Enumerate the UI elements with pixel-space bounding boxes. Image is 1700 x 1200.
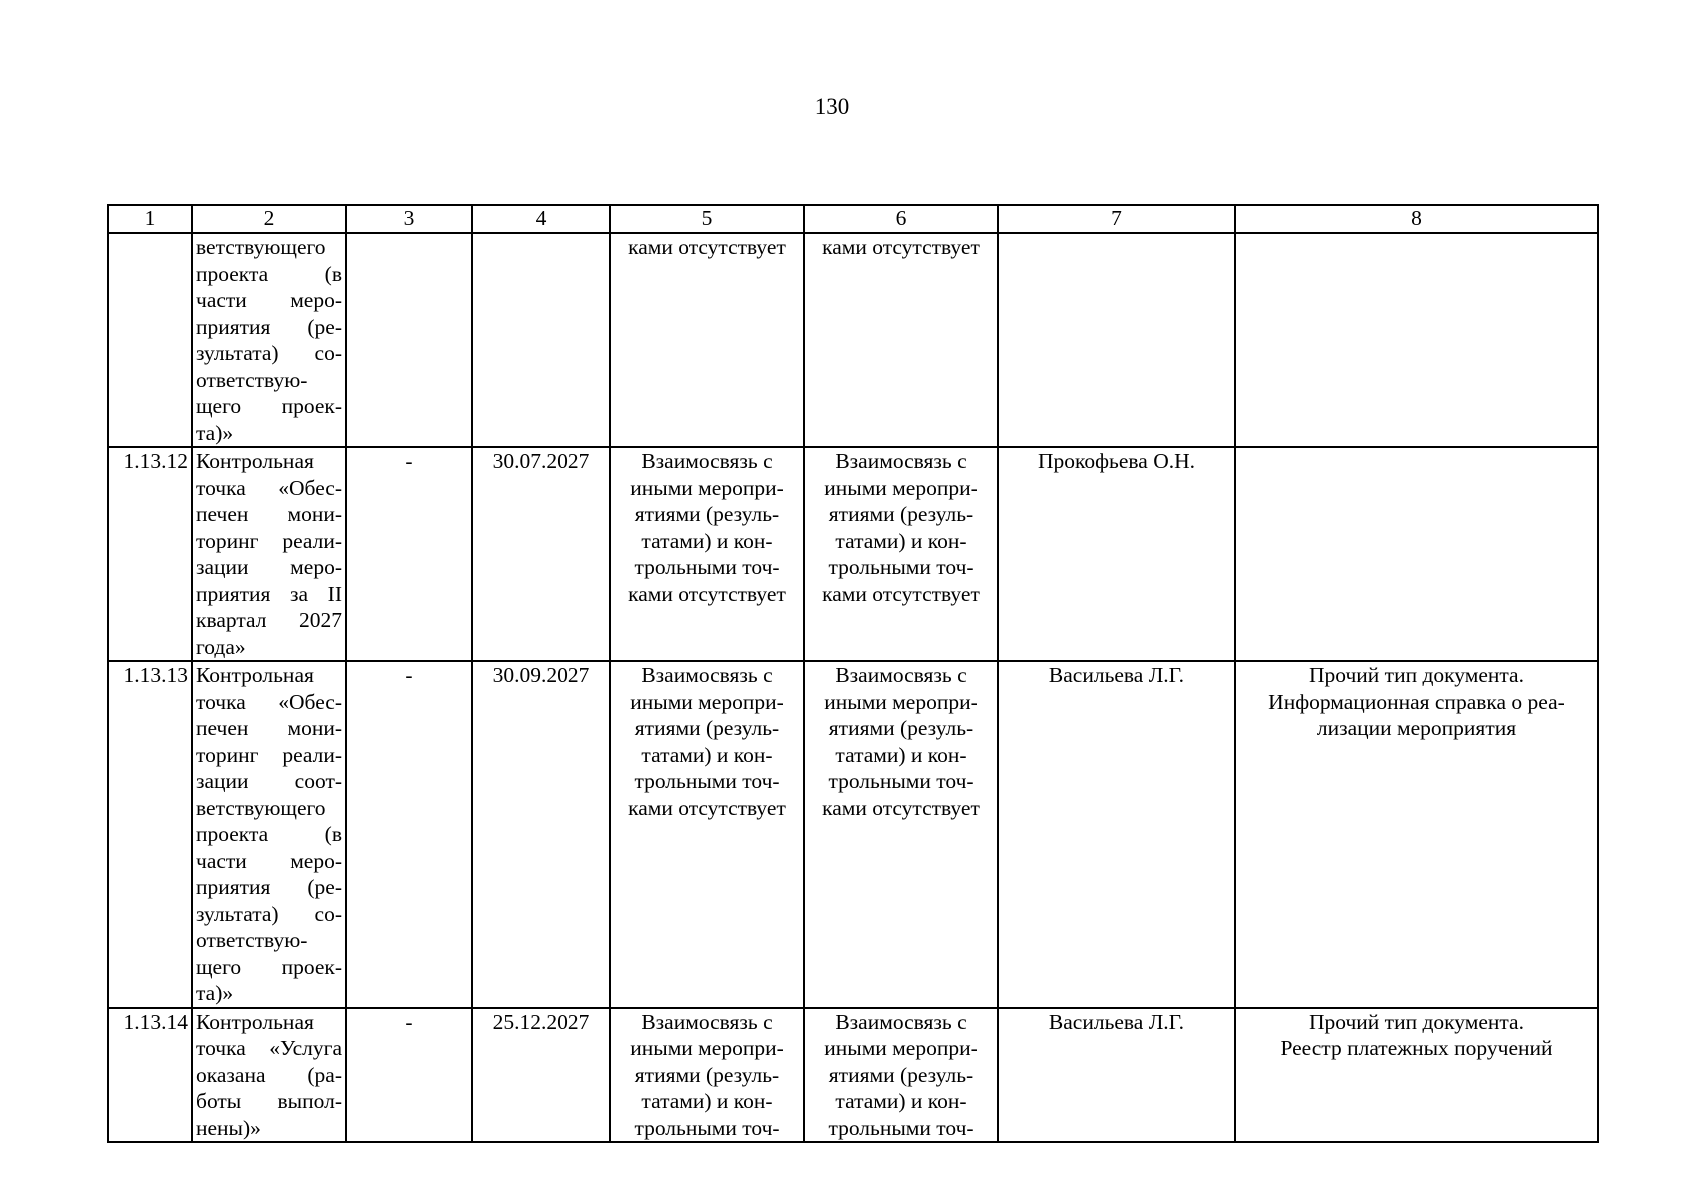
document-type-cell	[1235, 1008, 1598, 1143]
event-name-cell-line: части меро-	[196, 288, 342, 312]
date-cell: 30.07.2027	[472, 447, 610, 661]
row-number-cell: 1.13.14	[108, 1008, 192, 1143]
column-3-cell: -	[346, 1008, 472, 1143]
document-type-cell-line: Прочий тип документа.	[1309, 663, 1524, 687]
column-3-cell: -	[346, 661, 472, 1008]
document-type-cell-line: лизации мероприятия	[1316, 716, 1517, 740]
event-name-cell-line: печен мони-	[196, 716, 342, 740]
relation-cell-6-line: трольными точ-	[828, 1115, 974, 1140]
event-name-cell-line: зультата) со-	[196, 901, 342, 926]
event-name-cell-line: ветствующего	[196, 235, 326, 259]
relation-cell-5-line: ятиями (резуль-	[634, 716, 780, 740]
column-header-1: 1	[108, 205, 192, 233]
event-name-cell-line: ответствую-	[196, 367, 308, 392]
relation-cell-5-line: трольными точ-	[634, 555, 780, 579]
column-header-2: 2	[192, 205, 346, 233]
document-type-cell	[1235, 233, 1598, 447]
event-name-cell	[192, 233, 346, 447]
schedule-table	[107, 204, 1599, 1143]
page-number: 130	[814, 94, 850, 119]
row-number-cell: 1.13.13	[108, 661, 192, 1008]
column-header-7: 7	[998, 205, 1235, 233]
event-name-cell-line: та)»	[196, 420, 234, 445]
relation-cell-6-line: трольными точ-	[828, 769, 974, 793]
relation-cell-6-line: Взаимосвязь с	[835, 449, 967, 473]
event-name-cell-line: щего проек-	[196, 954, 342, 979]
table-row	[108, 1008, 1598, 1143]
relation-cell-5-line: Взаимосвязь с	[641, 663, 773, 687]
relation-cell-6-line: ятиями (резуль-	[828, 1062, 974, 1087]
row-number-cell: 1.13.12	[108, 447, 192, 661]
relation-cell-5	[610, 233, 804, 447]
date-cell: 25.12.2027	[472, 1008, 610, 1143]
relation-cell-5-line: иными меропри-	[630, 475, 784, 500]
row-number-cell	[108, 233, 192, 447]
date-cell	[472, 233, 610, 447]
event-name-cell-line: точка «Обес-	[196, 689, 342, 714]
relation-cell-5-line: ками отсутствует	[628, 235, 786, 259]
event-name-cell-line: зации меро-	[196, 555, 342, 579]
event-name-cell-line: та)»	[196, 981, 234, 1005]
document-type-cell	[1235, 661, 1598, 1008]
column-header-3: 3	[346, 205, 472, 233]
event-name-cell-line: точка «Услуга	[196, 1036, 342, 1060]
document-type-cell-line: Информационная справка о реа-	[1268, 689, 1565, 714]
column-3-cell: -	[346, 447, 472, 661]
relation-cell-5-line: татами) и кон-	[641, 528, 773, 553]
relation-cell-6-line: иными меропри-	[824, 475, 978, 500]
relation-cell-6	[804, 1008, 998, 1143]
responsible-person-cell: Прокофьева О.Н.	[998, 447, 1235, 661]
event-name-cell-line: точка «Обес-	[196, 475, 342, 500]
event-name-cell-line: торинг реали-	[196, 742, 342, 767]
relation-cell-6-line: Взаимосвязь с	[835, 663, 967, 687]
column-header-6: 6	[804, 205, 998, 233]
event-name-cell	[192, 1008, 346, 1143]
event-name-cell-line: части меро-	[196, 848, 342, 873]
relation-cell-6-line: татами) и кон-	[835, 1089, 967, 1113]
document-type-cell	[1235, 447, 1598, 661]
relation-cell-6-line: татами) и кон-	[835, 742, 967, 767]
event-name-cell-line: приятия (ре-	[196, 314, 342, 339]
relation-cell-5-line: Взаимосвязь с	[641, 449, 773, 473]
relation-cell-5	[610, 447, 804, 661]
relation-cell-5-line: татами) и кон-	[641, 1089, 773, 1113]
event-name-cell-line: Контрольная	[196, 663, 314, 687]
relation-cell-6-line: ками отсутствует	[822, 795, 980, 820]
column-header-8: 8	[1235, 205, 1598, 233]
event-name-cell-line: зультата) со-	[196, 341, 342, 365]
event-name-cell-line: квартал 2027	[196, 608, 342, 632]
event-name-cell-line: торинг реали-	[196, 528, 342, 553]
column-header-4: 4	[472, 205, 610, 233]
event-name-cell-line: боты выпол-	[196, 1089, 342, 1113]
document-type-cell-line: Прочий тип документа.	[1309, 1009, 1524, 1034]
relation-cell-5-line: татами) и кон-	[641, 742, 773, 767]
event-name-cell-line: щего проек-	[196, 394, 342, 418]
relation-cell-6-line: ятиями (резуль-	[828, 716, 974, 740]
relation-cell-5-line: иными меропри-	[630, 1036, 784, 1060]
relation-cell-6-line: ками отсутствует	[822, 235, 980, 259]
event-name-cell-line: оказана (ра-	[196, 1062, 342, 1087]
event-name-cell	[192, 447, 346, 661]
column-3-cell	[346, 233, 472, 447]
table-row	[108, 661, 1598, 1008]
relation-cell-6-line: трольными точ-	[828, 555, 974, 579]
event-name-cell-line: зации соот-	[196, 769, 342, 793]
relation-cell-6-line: ками отсутствует	[822, 581, 980, 606]
event-name-cell-line: Контрольная	[196, 449, 314, 473]
event-name-cell-line: ответствую-	[196, 928, 308, 952]
date-cell: 30.09.2027	[472, 661, 610, 1008]
event-name-cell	[192, 661, 346, 1008]
table-row	[108, 447, 1598, 661]
relation-cell-5-line: ятиями (резуль-	[634, 502, 780, 526]
relation-cell-6-line: иными меропри-	[824, 1036, 978, 1060]
relation-cell-6-line: Взаимосвязь с	[835, 1009, 967, 1034]
event-name-cell-line: ветствующего	[196, 795, 326, 820]
event-name-cell-line: года»	[196, 634, 246, 659]
relation-cell-5-line: Взаимосвязь с	[641, 1009, 773, 1034]
table-body	[108, 233, 1598, 1142]
event-name-cell-line: проекта (в	[196, 822, 342, 846]
responsible-person-cell	[998, 233, 1235, 447]
relation-cell-5-line: ятиями (резуль-	[634, 1062, 780, 1087]
relation-cell-6	[804, 661, 998, 1008]
event-name-cell-line: нены)»	[196, 1115, 261, 1140]
responsible-person-cell: Васильева Л.Г.	[998, 1008, 1235, 1143]
event-name-cell-line: Контрольная	[196, 1009, 314, 1034]
relation-cell-5-line: трольными точ-	[634, 1115, 780, 1140]
table-header-row	[108, 205, 1598, 233]
relation-cell-6-line: ятиями (резуль-	[828, 502, 974, 526]
relation-cell-5-line: ками отсутствует	[628, 581, 786, 606]
column-header-5: 5	[610, 205, 804, 233]
relation-cell-5-line: ками отсутствует	[628, 795, 786, 820]
relation-cell-5-line: трольными точ-	[634, 769, 780, 793]
table-row	[108, 233, 1598, 447]
responsible-person-cell: Васильева Л.Г.	[998, 661, 1235, 1008]
relation-cell-5	[610, 661, 804, 1008]
relation-cell-6-line: иными меропри-	[824, 689, 978, 714]
event-name-cell-line: проекта (в	[196, 261, 342, 286]
relation-cell-6	[804, 447, 998, 661]
event-name-cell-line: приятия за II	[196, 581, 342, 606]
relation-cell-6-line: татами) и кон-	[835, 528, 967, 553]
event-name-cell-line: приятия (ре-	[196, 875, 342, 899]
relation-cell-6	[804, 233, 998, 447]
event-name-cell-line: печен мони-	[196, 502, 342, 526]
document-type-cell-line: Реестр платежных поручений	[1280, 1036, 1553, 1060]
relation-cell-5-line: иными меропри-	[630, 689, 784, 714]
relation-cell-5	[610, 1008, 804, 1143]
